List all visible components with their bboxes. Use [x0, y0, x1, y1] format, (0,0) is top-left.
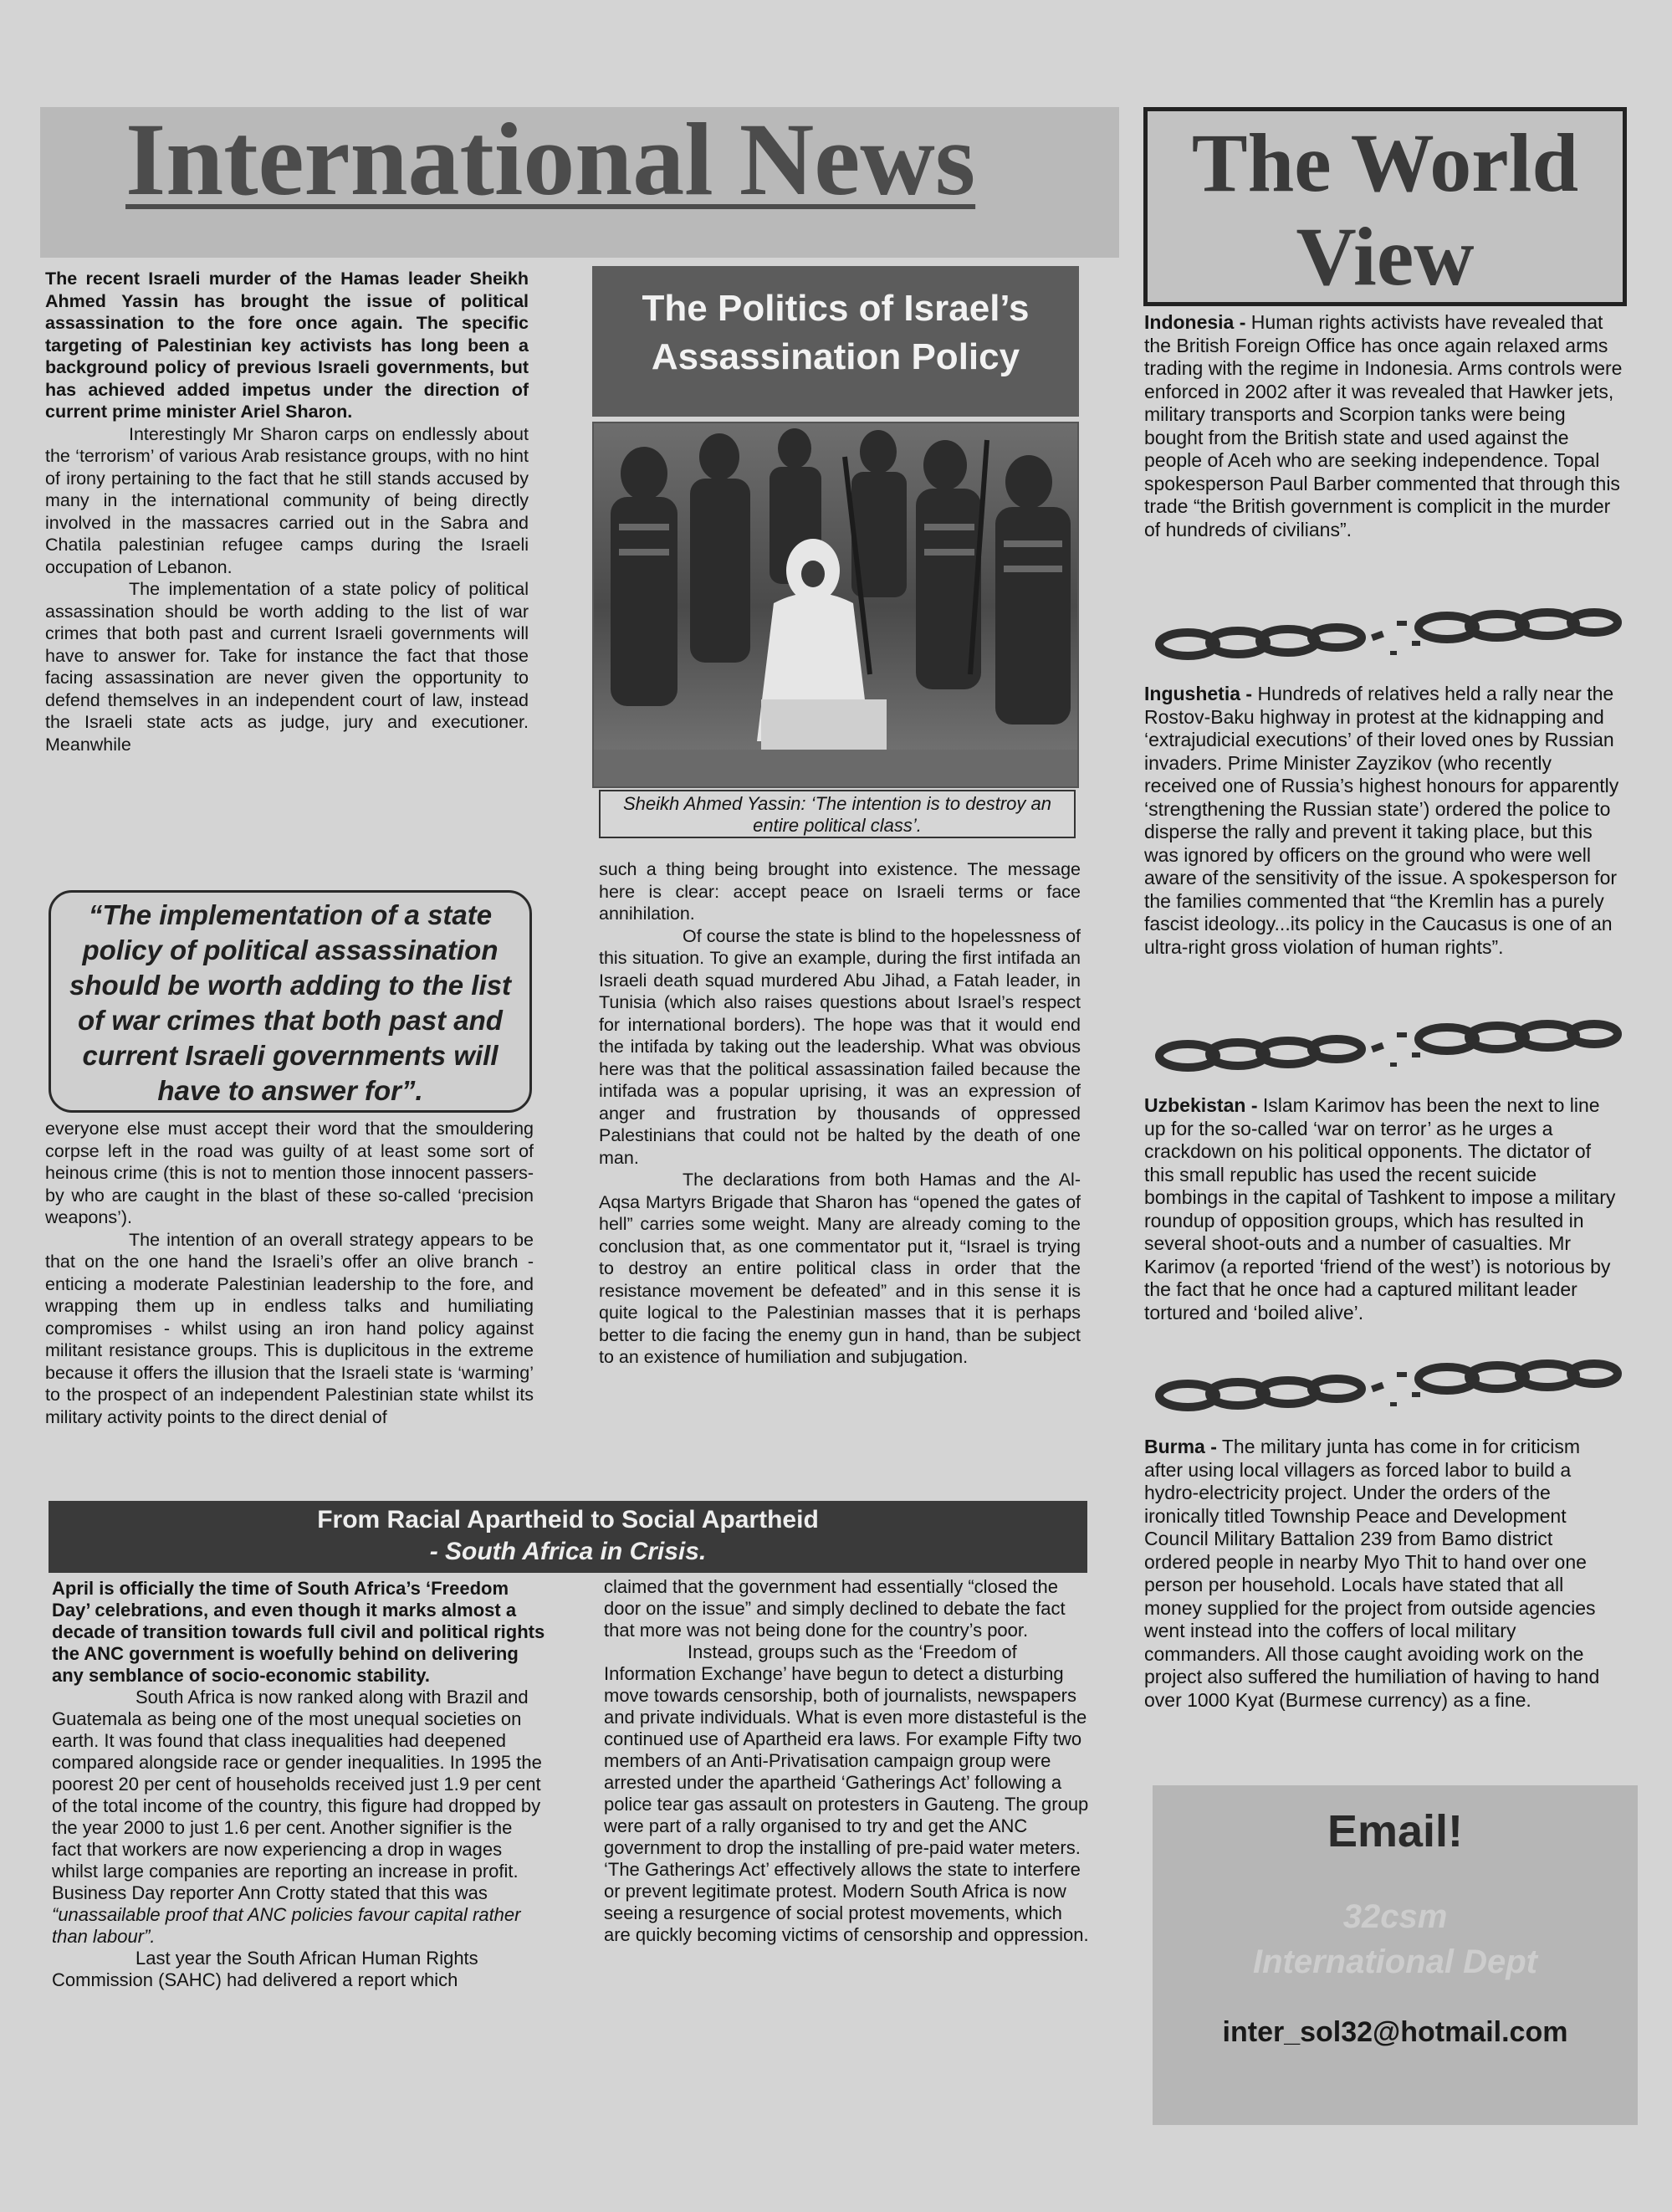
email-organisation	[1153, 1894, 1638, 1984]
world-view-country: Ingushetia -	[1144, 683, 1253, 704]
broken-chain-icon	[1146, 602, 1623, 669]
email-org-line2: International Dept	[1252, 1943, 1538, 1980]
pull-quote: “The implementation of a state policy of political assassination should be worth adding to the list of war crimes that both past and current Israeli governments will have to answer for”.	[49, 890, 532, 1113]
south-africa-quote: “unassailable proof that ANC policies favour capital rather than labour”.	[52, 1904, 521, 1947]
israel-article-paragraph: Of course the state is blind to the hopelessness of this situation. To give an example, during the first intifada an Israeli death squad murdered Abu Jihad, a Fatah leader, in Tunisia (which also raises questions about Israel’s respect for international borders). The hope was that it would end the intifada by taking out the leadership. What was obvious here was that the political assassination failed because the intifada was a popular uprising, it was an expression of anger and frustration by thousands of oppressed Palestinians that could not be halted by the death of one man.	[599, 925, 1081, 1168]
email-org-line1: 32csm	[1342, 1898, 1448, 1935]
news-photo	[592, 422, 1079, 788]
world-view-text: Islam Karimov has been the next to line up for the so-called ‘war on terror’ as he urges a crackdown on his political opponents. The dictator of this small republic has used the recent suicide bombings in the capital of Tashkent to impose a military roundup of opposition groups, which has resulted in several shoot-outs and a number of casualties. Mr Karimov (a reported ‘friend of the west’) is notorious by the fact that he once had a captured militant leader tortured and ‘boiled alive’.	[1144, 1094, 1616, 1324]
israel-article-paragraph: The implementation of a state policy of political assassination should be worth adding to the list of war crimes that both past and current Israeli governments will have to answer for. Take for instance the fact that those facing assassination are never given the opportunity to defend themselves in an independent court of law, instead the Israeli state acts as judge, jury and executioner. Meanwhile	[45, 579, 529, 755]
south-africa-paragraph: Last year the South African Human Rights Commission (SAHC) had delivered a report which	[52, 1948, 478, 1990]
email-title: Email!	[1327, 1806, 1464, 1856]
world-view-country: Uzbekistan -	[1144, 1094, 1258, 1116]
israel-article-column-2	[599, 858, 1081, 1487]
email-contact-box	[1153, 1785, 1638, 2125]
israel-article-paragraph: Interestingly Mr Sharon carps on endlessly about the ‘terrorism’ of various Arab resistance groups, with no hint of irony pertaining to the fact that he still stands accused by many in the international community of being directly involved in the massacres carried out in the Sabra and Chatila palestinian refugee camps during the Israeli occupation of Lebanon.	[45, 423, 529, 577]
israel-article-paragraph: The declarations from both Hamas and the Al-Aqsa Martyrs Brigade that Sharon has “opened the gates of hell” carries some weight. Many are already coming to the conclusion that, as one commentator put it, “Israel is trying to destroy an entire political class in order that the resistance movement be defeated” and in this sense it is quite logical to the Palestinian masses that it is perhaps better to die facing the enemy gun in hand, than be subject to an existence of humiliation and subjugation.	[599, 1170, 1081, 1367]
israel-article-paragraph: The intention of an overall strategy appears to be that on the one hand the Israeli’s offer an olive branch - enticing a moderate Palestinian leadership to the fore, and wrapping them up in endless talks and humiliating compromises - whilst using an iron hand policy against militant resistance groups. This is duplicitous in the extreme because it offers the illusion that the Israeli state is ‘warming’ to the prospect of an independent Palestinian state whilst its military activity points to the direct denial of	[45, 1229, 534, 1427]
south-africa-paragraph: claimed that the government had essentially “closed the door on the issue” and simply declined to debate the fact that more was not being done for the country’s poor.	[604, 1576, 1066, 1641]
broken-chain-icon	[1146, 1354, 1623, 1421]
world-view-item-burma	[1144, 1436, 1623, 1774]
israel-article-paragraph: everyone else must accept their word that the smouldering corpse left in the road was guilty of at least some sort of heinous crime (this is not to mention those innocent passers-by who are caught in the blast of these so-called ‘precision weapons’).	[45, 1119, 534, 1227]
world-view-country: Burma -	[1144, 1436, 1217, 1457]
israel-article-paragraph: such a thing being brought into existence. The message here is clear: accept peace on Israeli terms or face annihilation.	[599, 859, 1081, 924]
email-address-link[interactable]: inter_sol32@hotmail.com	[1222, 2016, 1568, 2048]
south-africa-column-1	[52, 1578, 545, 2130]
south-africa-paragraph: Instead, groups such as the ‘Freedom of Information Exchange’ have begun to detect a disturbing move towards censorship, both of journalists, newspapers and private individuals. What is even more distasteful is the continued use of Apartheid era laws. For example Fifty two members of an Anti-Privatisation campaign group were arrested under the apartheid ‘Gatherings Act’ following a police tear gas assault on protesters in Gauteng. The group were part of a rally organised to try and get the ANC government to drop the installing of pre-paid water meters. ‘The Gatherings Act’ effectively allows the state to interfere or prevent legitimate protest. Modern South Africa is now seeing a resurgence of social protest movements, which are quickly becoming victims of censorship and oppression.	[604, 1641, 1089, 1945]
crowd-photo-illustration	[594, 423, 1079, 788]
world-view-title-line1: The World	[1191, 116, 1579, 209]
world-view-country: Indonesia -	[1144, 311, 1246, 333]
masthead-title: International News	[125, 102, 976, 217]
photo-caption: Sheikh Ahmed Yassin: ‘The intention is to destroy an entire political class’.	[599, 790, 1076, 838]
israel-article-column-1	[45, 268, 529, 862]
south-africa-headline: From Racial Apartheid to Social Apartheid	[317, 1506, 819, 1534]
south-africa-subhead: - South Africa in Crisis.	[429, 1538, 707, 1565]
israel-headline-line1: The Politics of Israel’s	[642, 288, 1030, 329]
israel-headline-line2: Assassination Policy	[651, 336, 1020, 377]
south-africa-headline-bar	[49, 1501, 1087, 1573]
israel-article-headline	[592, 266, 1079, 417]
world-view-title-line2: View	[1296, 210, 1475, 303]
world-view-item-ingushetia	[1144, 683, 1623, 1037]
world-view-title-box	[1143, 107, 1627, 306]
world-view-text: Human rights activists have revealed that the British Foreign Office has once again relaxed arms trading with the regime in Indonesia. Arms controls were enforced in 2002 after it was revealed that Hawker jets, military transports and Scorpion tanks were being bought from the British state and used against the people of Aceh who are seeking independence. Topal spokesperson Paul Barber commented that through this trade “the British government is complicit in the murder of hundreds of civilians”.	[1144, 311, 1623, 540]
south-africa-lead: April is officially the time of South Africa’s ‘Freedom Day’ celebrations, and even though it marks almost a decade of transition towards full civil and political rights the ANC government is woefully behind on delivering any semblance of socio-economic stability.	[52, 1578, 545, 1686]
world-view-item-uzbekistan	[1144, 1094, 1623, 1345]
world-view-text: Hundreds of relatives held a rally near the Rostov-Baku highway in protest at the kidnapping and ‘extrajudicial executions’ of their loved ones by Russian invaders. Prime Minister Zayzikov (who recently received one of Russia’s highest honours for apparently ‘strengthening the Russian state’) ordered the police to disperse the rally and prevent it taking place, but this was ignored by officers on the ground who were well aware of the sensitivity of the issue. A spokesperson for the families commented that “the Kremlin has a purely fascist ideology...its policy in the Caucasus is one of an ultra-right gross violation of human rights”.	[1144, 683, 1619, 958]
south-africa-paragraph	[52, 1687, 545, 1948]
israel-article-column-1-continued	[45, 1118, 534, 1491]
broken-chain-icon	[1146, 1014, 1623, 1081]
world-view-text: The military junta has come in for criticism after using local villagers as forced labor to build a hydro-electricity project. Under the orders of the ironically titled Township Peace and Development Council Military Battalion 239 from Bamo district ordered people in nearby Myo Thit to hand over one person per household. Locals have stated that all money supplied for the project from outside agencies went instead into the coffers of local military commanders. All those caught avoiding work on the project also suffered the humiliation of having to hand over 1000 Kyat (Burmese currency) as a fine.	[1144, 1436, 1600, 1711]
world-view-item-indonesia	[1144, 311, 1623, 596]
israel-article-lead: The recent Israeli murder of the Hamas leader Sheikh Ahmed Yassin has brought the issue of political assassination to the fore once again. The specific targeting of Palestinian key activists has long been a background policy of previous Israeli governments, but has achieved added impetus under the direction of current prime minister Ariel Sharon.	[45, 269, 529, 422]
south-africa-column-2	[604, 1576, 1092, 2128]
south-africa-paragraph-text: South Africa is now ranked along with Brazil and Guatemala as being one of the most unequal societies on earth. It was found that class inequalities had deepened compared alongside race or gender inequalities. In 1995 the poorest 20 per cent of households received just 1.9 per cent of the total income of the country, this figure had dropped by the year 2000 to just 1.6 per cent. Another signifier is the fact that workers are now experiencing a drop in wages whilst large companies are reporting an increase in profit. Business Day reporter Ann Crotty stated that this was	[52, 1687, 542, 1903]
